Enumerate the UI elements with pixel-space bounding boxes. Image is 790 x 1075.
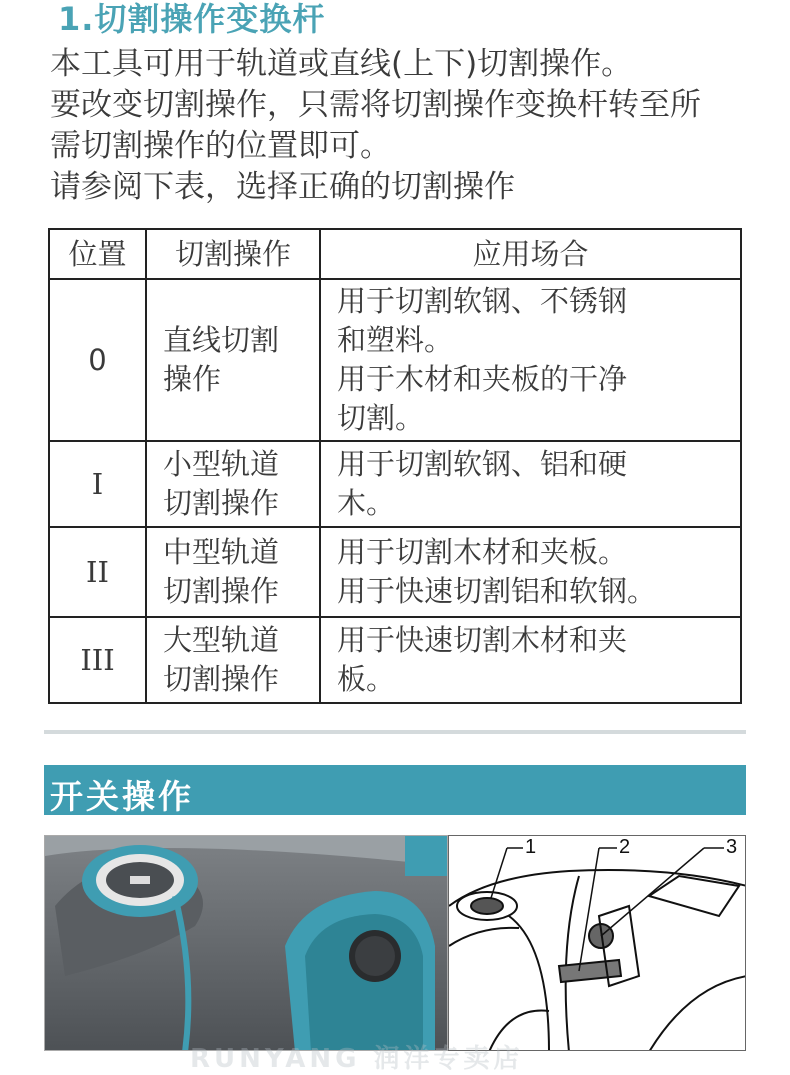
cell-app-line: 板。 — [337, 662, 396, 696]
cell-mode-line: 切割操作 — [163, 486, 280, 520]
cell-position: 0 — [49, 279, 146, 441]
cell-app-line: 用于切割软钢、不锈钢 — [337, 284, 628, 318]
cell-app-line: 用于快速切割铝和软钢。 — [337, 574, 657, 608]
cell-mode — [146, 441, 320, 527]
cell-app-line: 和塑料。 — [337, 323, 454, 357]
cell-position: II — [49, 527, 146, 617]
table-row — [49, 279, 741, 441]
intro-text — [50, 44, 770, 208]
cell-mode-line: 操作 — [163, 362, 222, 396]
cell-mode-line: 中型轨道 — [163, 535, 280, 569]
cell-mode — [146, 279, 320, 441]
cell-mode-line: 切割操作 — [163, 574, 280, 608]
cell-mode — [146, 617, 320, 703]
section-title: 1.切割操作变换杆 — [58, 0, 326, 38]
cell-app-line: 用于快速切割木材和夹 — [337, 623, 628, 657]
switch-diagram-image — [449, 836, 746, 1051]
cell-mode-line: 大型轨道 — [163, 623, 280, 657]
table-header-row — [49, 229, 741, 279]
cell-app-line: 用于切割软钢、铝和硬 — [337, 447, 628, 481]
switch-section-title: 开关操作 — [50, 777, 194, 816]
switch-diagram — [448, 835, 746, 1051]
cell-position: III — [49, 617, 146, 703]
intro-line: 本工具可用于轨道或直线(上下)切割操作。 — [50, 46, 633, 82]
callout-1: 1 — [525, 836, 537, 858]
intro-line: 需切割操作的位置即可。 — [50, 128, 391, 164]
tool-photo — [44, 835, 448, 1051]
header-mode: 切割操作 — [146, 229, 320, 279]
intro-line: 要改变切割操作，只需将切割操作变换杆转至所 — [50, 87, 701, 123]
cell-application — [320, 527, 741, 617]
cell-mode-line: 小型轨道 — [163, 447, 280, 481]
cell-app-line: 木。 — [337, 486, 396, 520]
watermark: RUNYANG 润洋专卖店 — [190, 1044, 524, 1074]
cell-app-line: 用于木材和夹板的干净 — [337, 362, 628, 396]
cell-mode — [146, 527, 320, 617]
table-row — [49, 441, 741, 527]
cell-app-line: 用于切割木材和夹板。 — [337, 535, 628, 569]
cell-application — [320, 617, 741, 703]
cell-app-line: 切割。 — [337, 401, 425, 435]
cell-mode-line: 切割操作 — [163, 662, 280, 696]
cutting-mode-table — [48, 228, 742, 704]
switch-section-banner — [44, 765, 746, 815]
table-row — [49, 527, 741, 617]
intro-line: 请参阅下表，选择正确的切割操作 — [50, 169, 515, 205]
table-row — [49, 617, 741, 703]
section-divider — [44, 730, 746, 734]
tool-photo-image — [45, 836, 448, 1051]
callout-3: 3 — [726, 836, 738, 858]
header-application: 应用场合 — [320, 229, 741, 279]
cell-mode-line: 直线切割 — [163, 323, 280, 357]
cell-application — [320, 441, 741, 527]
cell-position: I — [49, 441, 146, 527]
header-position: 位置 — [49, 229, 146, 279]
cell-application — [320, 279, 741, 441]
callout-2: 2 — [619, 836, 631, 858]
